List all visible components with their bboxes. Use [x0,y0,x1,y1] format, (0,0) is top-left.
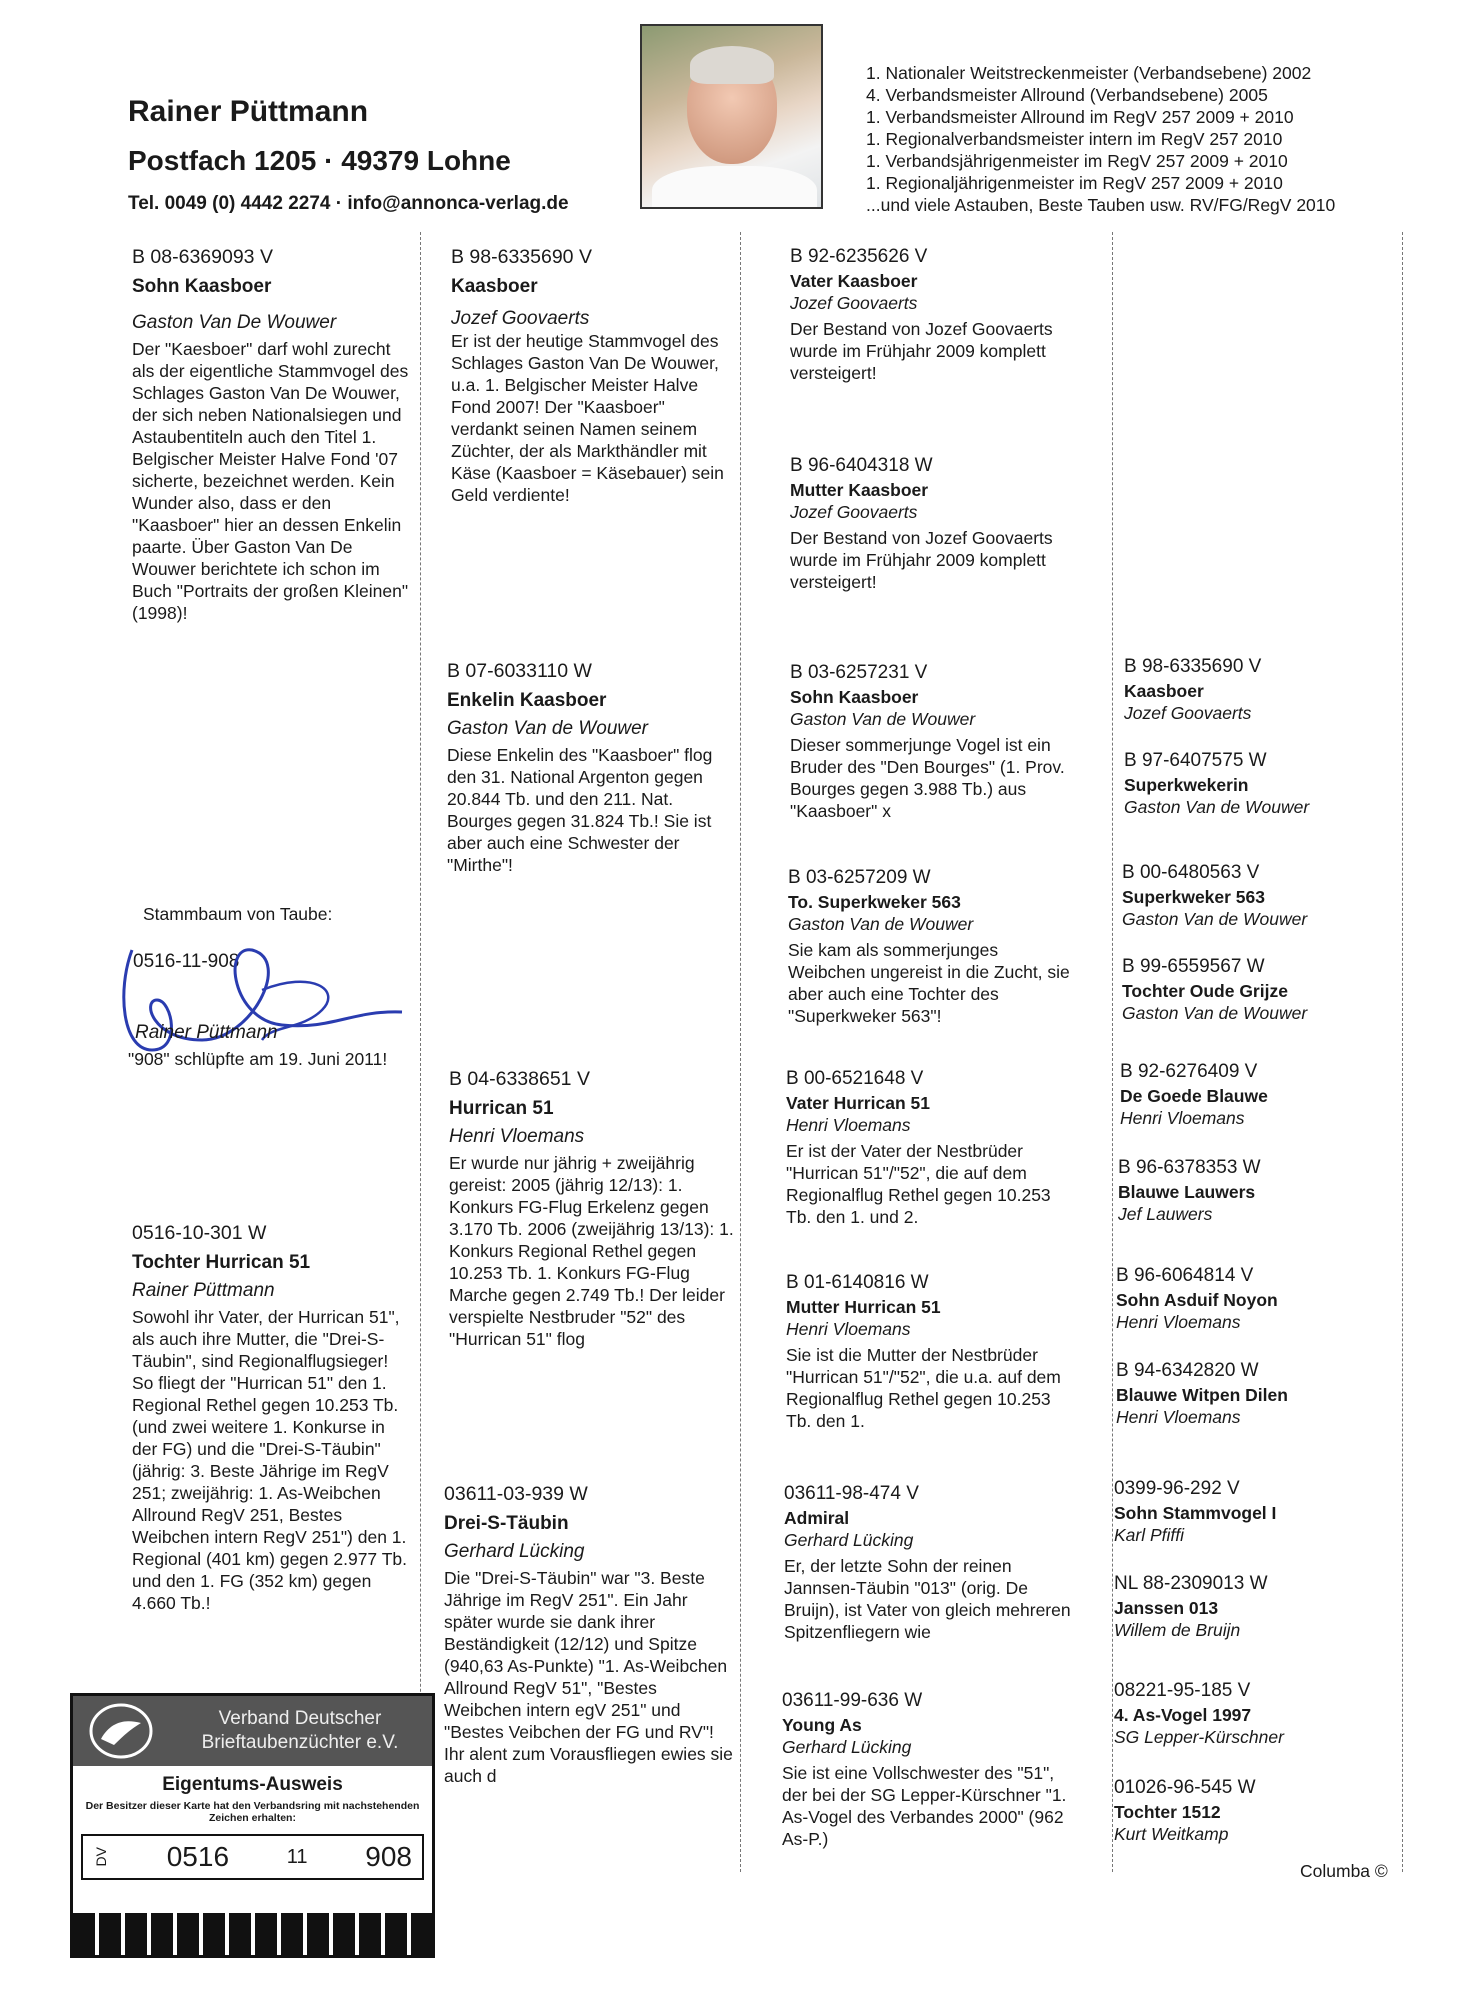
pigeon-description: Der Bestand von Jozef Goovaerts wurde im Frühjahr 2009 komplett versteigert! [790,319,1053,383]
pigeon-name: Young As [782,1715,862,1735]
pigeon-card [449,1068,734,1350]
breeder-label: Gerhard Lücking [784,1530,914,1550]
achievement-item: 1. Verbandsmeister Allround im RegV 257 2009 + 2010 [866,107,1294,127]
pigeon-card [451,246,736,506]
ring-number: 03611-99-636 W [782,1690,923,1711]
breeder-label: Karl Pfiffi [1114,1525,1185,1545]
pigeon-name: 4. As-Vogel 1997 [1114,1705,1252,1725]
pigeon-description: Er, der letzte Sohn der reinen Jannsen-Täubin "013" (orig. De Bruijn), ist Vater von gleich mehreren Spitzenfliegern wie [784,1556,1071,1642]
ring-number: B 92-6276409 V [1120,1061,1258,1082]
pigeon-name: Tochter Oude Grijze [1122,981,1288,1001]
pigeon-description: Dieser sommerjunge Vogel ist ein Bruder des "Den Bourges" (1. Prov. Bourges gegen 3.988 Tb.) aus "Kaasboer" x [790,735,1065,821]
pigeon-description: Diese Enkelin des "Kaasboer" flog den 31. National Argenton gegen 20.844 Tb. und den 211. Nat. Bourges gegen 31.824 Tb.! Sie ist aber auch eine Schwester der "Mirthe"! [447,745,713,875]
breeder-label: Jozef Goovaerts [1124,703,1252,723]
achievements-list [866,62,1335,216]
ring-number: 08221-95-185 V [1114,1680,1251,1701]
ancestor-entry [1124,656,1394,728]
pigeon-name: To. Superkweker 563 [788,892,961,912]
pedigree-ring: 0516-11-908 [133,951,240,972]
pigeon-description: Sie ist die Mutter der Nestbrüder "Hurrican 51"/"52", die u.a. auf dem Regionalflug Rethel gegen 10.253 Tb. den 1. [786,1345,1061,1431]
ring-year: 11 [286,1845,308,1868]
breeder-label: Henri Vloemans [786,1319,911,1339]
breeder-label: Henri Vloemans [786,1115,911,1135]
pigeon-name: Sohn Stammvogel I [1114,1503,1277,1523]
ancestor-entry [1116,1360,1396,1432]
breeder-name: Rainer Püttmann [128,95,369,128]
achievement-item: 1. Nationaler Weitstreckenmeister (Verbandsebene) 2002 [866,63,1312,83]
ring-number: 0516-10-301 W [132,1222,267,1244]
ring-number: B 99-6559567 W [1122,956,1265,977]
ring-number: 0399-96-292 V [1114,1478,1240,1499]
pigeon-card [786,1068,1076,1228]
breeder-label: Henri Vloemans [1120,1108,1245,1128]
breeder-label: Gaston Van de Wouwer [1122,909,1308,929]
ring-number: B 98-6335690 V [451,246,592,268]
achievement-item: 1. Verbandsjährigenmeister im RegV 257 2009 + 2010 [866,151,1288,171]
column-divider [1402,232,1403,1872]
ancestor-entry [1122,956,1392,1028]
pigeon-card [447,660,732,876]
pigeon-description: Sowohl ihr Vater, der Hurrican 51", als auch ihre Mutter, die "Drei-S-Täubin", sind Regionalflugsieger! So fliegt der "Hurrican 51" den 1. Regional Rethel gegen 10.253 Tb. (und zwei weitere 1. Konkurse in der FG) und die "Drei-S-Täubin" (jährig: 3. Beste Jährige im RegV 251; zweijährig: 1. As-Weibchen Allround RegV 251, Bestes Weibchen intern RegV 251") den 1. Regional (401 km) gegen 2.977 Tb. und den 1. FG (352 km) gegen 4.660 Tb.! [132,1307,407,1613]
ring-number: B 96-6378353 W [1118,1157,1261,1178]
ring-number: B 96-6064814 V [1116,1265,1254,1286]
breeder-label: Henri Vloemans [449,1126,585,1147]
pigeon-name: Superkwekerin [1124,775,1249,795]
ring-number: B 00-6480563 V [1122,862,1260,883]
pigeon-card [788,867,1078,1027]
pigeon-description: Sie kam als sommerjunges Weibchen ungereist in die Zucht, sie aber auch eine Tochter des "Superkweker 563"! [788,940,1070,1026]
card-subtitle: Der Besitzer dieser Karte hat den Verbandsring mit nachstehenden Zeichen erhalten: [85,1800,420,1824]
ring-number: B 08-6369093 V [132,246,273,268]
breeder-label: Henri Vloemans [1116,1312,1241,1332]
decorative-pattern [73,1913,432,1955]
pigeon-card [132,1222,412,1614]
pigeon-name: Kaasboer [451,276,538,297]
pigeon-description: Der "Kaesboer" darf wohl zurecht als der eigentliche Stammvogel des Schlages Gaston Van De Wouwer, der sich neben Nationalsiegen und Astaubentiteln auch den Titel 1. Belgischer Meister Halve Fond '07 sicherte, bezeichnet werden. Kein Wunder also, dass er den "Kaasboer" hier an dessen Enkelin paarte. Über Gaston Van De Wouwer berichtete ich schon im Buch "Portraits der großen Kleinen" (1998)! [132,339,409,623]
achievement-item: 1. Regionalverbandsmeister intern im RegV 257 2010 [866,129,1283,149]
ring-serial: 908 [365,1841,412,1872]
pigeon-name: Vater Hurrican 51 [786,1093,930,1113]
org-name-line1: Verband Deutscher [218,1708,382,1729]
pigeon-description: Er wurde nur jährig + zweijährig gereist: 2005 (jährig 12/13): 1. Konkurs FG-Flug Erkelenz gegen 3.170 Tb. 2006 (zweijährig 13/13): 1. Konkurs Regional Rethel gegen 10.253 Tb. 1. Konkurs FG-Flug Marche gegen 2.749 Tb.! Der leider verspielte Nestbruder "52" des "Hurrican 51" flog [449,1153,734,1349]
card-title: Eigentums-Ausweis [162,1774,343,1795]
column-divider [420,232,421,1872]
copyright-credit: Columba © [1300,1861,1388,1881]
pigeon-card [790,246,1070,384]
pigeon-name: Kaasboer [1124,681,1204,701]
ancestor-entry [1114,1680,1394,1752]
ring-number: B 98-6335690 V [1124,656,1262,677]
contact-info: Tel. 0049 (0) 4442 2274 · info@annonca-verlag.de [128,193,569,214]
pigeon-name: Drei-S-Täubin [444,1513,569,1534]
breeder-label: Gaston Van de Wouwer [447,718,649,739]
signer-name: Rainer Püttmann [135,1022,278,1043]
ring-number-field [81,1834,424,1880]
breeder-label: Gerhard Lücking [444,1541,585,1562]
ring-number: B 96-6404318 W [790,455,933,476]
breeder-label: Gaston Van de Wouwer [788,914,974,934]
pigeon-name: Admiral [784,1508,850,1528]
ring-number: B 92-6235626 V [790,246,928,267]
pigeon-name: Enkelin Kaasboer [447,690,607,711]
achievement-item: 1. Regionaljährigenmeister im RegV 257 2009 + 2010 [866,173,1283,193]
breeder-label: Kurt Weitkamp [1114,1824,1229,1844]
pigeon-name: Janssen 013 [1114,1598,1219,1618]
ancestor-entry [1114,1478,1394,1550]
postal-address: Postfach 1205 · 49379 Lohne [128,145,511,176]
pigeon-card [786,1272,1076,1432]
ring-number: 03611-03-939 W [444,1483,588,1505]
breeder-label: Gaston Van de Wouwer [1124,797,1310,817]
ring-prefix: DV [93,1847,109,1867]
pigeon-name: Superkweker 563 [1122,887,1266,907]
ancestor-entry [1122,862,1392,934]
pigeon-name: Sohn Asduif Noyon [1116,1290,1278,1310]
pigeon-card [782,1690,1072,1850]
ring-number: B 07-6033110 W [447,660,592,682]
ring-number: B 03-6257231 V [790,662,928,683]
pigeon-name: Blauwe Lauwers [1118,1182,1256,1202]
ring-number: NL 88-2309013 W [1114,1573,1268,1594]
ancestor-entry [1114,1777,1394,1849]
pigeon-name: Vater Kaasboer [790,271,918,291]
portrait-photo [640,24,823,209]
pigeon-description: Die "Drei-S-Täubin" war "3. Beste Jährige im RegV 251". Ein Jahr später wurde sie dank ihrer Beständigkeit (12/12) und Spitze (940,63 As-Punkte) "1. As-Weibchen Allround RegV 51", "Bestes Weibchen intern egV 251" und "Bestes Veibchen der FG und RV"! Ihr alent zum Vorausfliegen ewies sie auch d [444,1568,733,1786]
breeder-label: Henri Vloemans [1116,1407,1241,1427]
ownership-card [70,1693,435,1958]
ring-number: B 00-6521648 V [786,1068,924,1089]
breeder-label: Gaston Van de Wouwer [790,709,976,729]
pedigree-label: Stammbaum von Taube: [143,904,333,924]
pigeon-description: Der Bestand von Jozef Goovaerts wurde im Frühjahr 2009 komplett versteigert! [790,528,1053,592]
pigeon-card [790,662,1080,822]
ring-number: B 04-6338651 V [449,1068,590,1090]
pigeon-card [784,1483,1074,1643]
pigeon-description: Sie ist eine Vollschwester des "51", der bei der SG Lepper-Kürschner "1. As-Vogel des Verbandes 2000" (962 As-P.) [782,1763,1067,1849]
breeder-label: Jef Lauwers [1118,1204,1213,1224]
ring-club-number: 0516 [166,1841,230,1872]
ancestor-entry [1118,1157,1388,1229]
ring-number: B 94-6342820 W [1116,1360,1259,1381]
pigeon-name: Sohn Kaasboer [790,687,919,707]
breeder-label: Gaston Van De Wouwer [132,312,337,333]
org-name-line2: Brieftaubenzüchter e.V. [201,1732,399,1753]
breeder-label: Jozef Goovaerts [451,308,590,329]
dove-logo-icon [73,1696,168,1766]
breeder-label: SG Lepper-Kürschner [1114,1727,1284,1747]
breeder-label: Gerhard Lücking [782,1737,912,1757]
pigeon-card [132,246,412,624]
column-divider [1112,232,1113,1872]
pigeon-card [790,455,1070,593]
ancestor-entry [1116,1265,1396,1337]
ring-number: B 03-6257209 W [788,867,931,888]
breeder-label: Gaston Van de Wouwer [1122,1003,1308,1023]
pigeon-name: De Goede Blauwe [1120,1086,1268,1106]
ring-number: B 97-6407575 W [1124,750,1267,771]
pigeon-name: Blauwe Witpen Dilen [1116,1385,1288,1405]
achievement-item: 4. Verbandsmeister Allround (Verbandsebene) 2005 [866,85,1268,105]
breeder-label: Rainer Püttmann [132,1280,275,1301]
ancestor-entry [1120,1061,1390,1133]
column-divider [740,232,741,1872]
breeder-label: Willem de Bruijn [1114,1620,1241,1640]
pigeon-name: Tochter Hurrican 51 [132,1252,311,1273]
ancestor-entry [1124,750,1394,822]
pigeon-card [444,1483,734,1787]
pigeon-description: Er ist der Vater der Nestbrüder "Hurrican 51"/"52", die auf dem Regionalflug Rethel gegen 10.253 Tb. den 1. und 2. [786,1141,1051,1227]
achievement-item: ...und viele Astauben, Beste Tauben usw. RV/FG/RegV 2010 [866,195,1336,215]
ring-number: B 01-6140816 W [786,1272,929,1293]
pigeon-name: Mutter Kaasboer [790,480,929,500]
pigeon-name: Sohn Kaasboer [132,276,272,297]
ancestor-entry [1114,1573,1394,1645]
pigeon-name: Mutter Hurrican 51 [786,1297,941,1317]
breeder-label: Jozef Goovaerts [790,293,918,313]
pigeon-name: Tochter 1512 [1114,1802,1221,1822]
pigeon-name: Hurrican 51 [449,1098,554,1119]
breeder-label: Jozef Goovaerts [790,502,918,522]
ring-number: 03611-98-474 V [784,1483,919,1504]
hatch-note: "908" schlüpfte am 19. Juni 2011! [128,1049,388,1069]
ring-number: 01026-96-545 W [1114,1777,1256,1798]
pigeon-description: Er ist der heutige Stammvogel des Schlages Gaston Van De Wouwer, u.a. 1. Belgischer Meister Halve Fond 2007! Der "Kaasboer" verdankt seinen Namen seinem Züchter, der als Markthändler mit Käse (Kaasboer = Käsebauer) sein Geld verdiente! [451,331,724,505]
